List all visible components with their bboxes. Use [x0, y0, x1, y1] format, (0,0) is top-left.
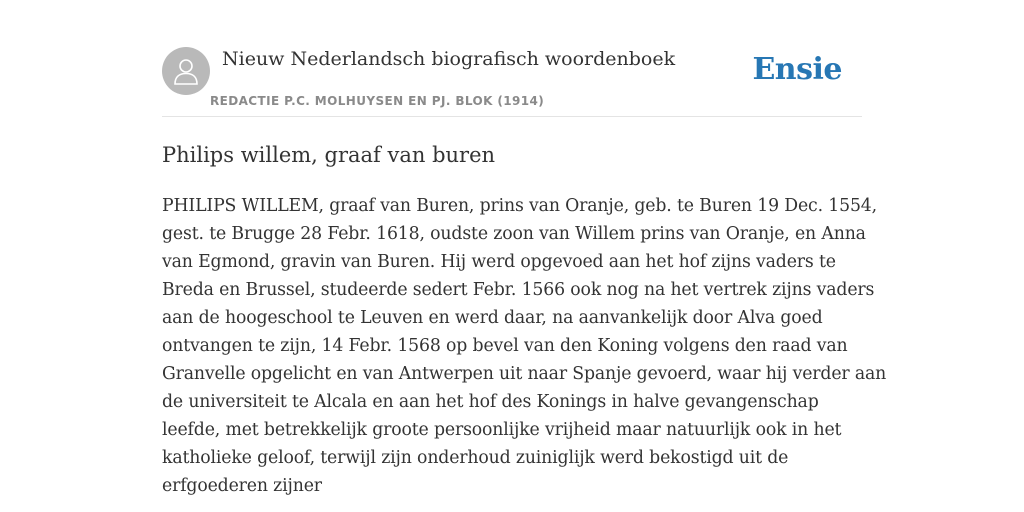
article-body: [162, 192, 887, 500]
article-line: ontvangen te zijn, 14 Febr. 1568 op bevel van den Koning volgens den raad van: [162, 336, 848, 356]
article-title: Philips willem, graaf van buren: [162, 143, 496, 167]
article-line: Breda en Brussel, studeerde sedert Febr. 1566 ook nog na het vertrek zijns vaders: [162, 280, 875, 300]
article-line: Granvelle opgelicht en van Antwerpen uit naar Spanje gevoerd, waar hij verder aan: [162, 364, 887, 384]
source-subtitle: REDACTIE P.C. MOLHUYSEN EN PJ. BLOK (1914): [210, 94, 545, 108]
article-line: de universiteit te Alcala en aan het hof des Konings in halve gevangenschap: [162, 392, 819, 412]
article-line: erfgoederen zijner: [162, 476, 322, 496]
article-line: katholieke geloof, terwijl zijn onderhoud zuiniglijk werd bekostigd uit de: [162, 448, 789, 468]
article-line: van Egmond, gravin van Buren. Hij werd opgevoed aan het hof zijns vaders te: [162, 252, 836, 272]
author-avatar[interactable]: [162, 47, 210, 95]
page-header: [162, 44, 862, 117]
article-line: leefde, met betrekkelijk groote persoonlijke vrijheid maar natuurlijk ook in het: [162, 420, 842, 440]
article-line: gest. te Brugge 28 Febr. 1618, oudste zoon van Willem prins van Oranje, en Anna: [162, 224, 866, 244]
article-line: aan de hoogeschool te Leuven en werd daar, na aanvankelijk door Alva goed: [162, 308, 823, 328]
article-line: PHILIPS WILLEM, graaf van Buren, prins van Oranje, geb. te Buren 19 Dec. 1554,: [162, 196, 877, 216]
source-title[interactable]: Nieuw Nederlandsch biografisch woordenboek: [222, 48, 676, 70]
user-silhouette-icon: [173, 57, 199, 85]
ensie-logo[interactable]: Ensie: [752, 52, 842, 87]
